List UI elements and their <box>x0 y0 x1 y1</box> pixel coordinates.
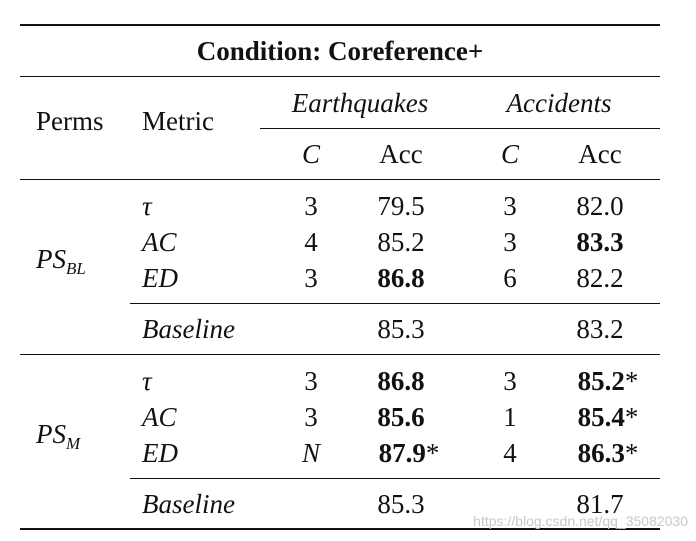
significance-marker: * <box>624 366 639 396</box>
c-cell: 3 <box>304 263 318 293</box>
perm-label-ps-bl <box>36 246 86 277</box>
metric-cell: AC <box>142 227 177 257</box>
header-bottom-rule <box>20 179 660 180</box>
perm-subscript: M <box>66 434 81 453</box>
acc-cell: 82.2 <box>576 263 624 293</box>
acc-cell: 85.2 <box>377 227 425 257</box>
baseline-label: Baseline <box>142 489 235 519</box>
group1-baseline-rule <box>130 303 660 304</box>
metric-cell: AC <box>142 402 177 432</box>
perm-main: PS <box>36 419 66 449</box>
significance-marker: * <box>624 402 639 432</box>
header-acc-earthquakes: Acc <box>379 139 423 169</box>
acc-cell-best: 87.9* <box>378 438 440 468</box>
baseline-label: Baseline <box>142 314 235 344</box>
significance-marker: * <box>624 438 639 468</box>
baseline-acc: 83.2 <box>576 314 624 344</box>
baseline-acc: 85.3 <box>377 489 425 519</box>
c-cell: N <box>301 438 321 468</box>
group2-baseline-rule <box>130 478 660 479</box>
perm-main: PS <box>36 244 66 274</box>
metric-cell: τ <box>142 191 152 221</box>
header-acc-accidents: Acc <box>578 139 622 169</box>
c-cell: 3 <box>503 227 517 257</box>
c-cell: 1 <box>503 402 517 432</box>
acc-cell: 82.0 <box>576 191 624 221</box>
watermark: https://blog.csdn.net/qq_35082030 <box>473 513 688 529</box>
c-cell: 3 <box>304 366 318 396</box>
baseline-acc: 81.7 <box>576 489 624 519</box>
c-cell: 6 <box>503 263 517 293</box>
acc-cell-best: 86.3* <box>577 438 639 468</box>
group-separator-rule <box>20 354 660 355</box>
c-cell: 3 <box>304 402 318 432</box>
significance-marker: * <box>425 438 440 468</box>
metric-cell: ED <box>142 438 178 468</box>
c-cell: 3 <box>503 191 517 221</box>
baseline-acc: 85.3 <box>377 314 425 344</box>
header-perms: Perms <box>36 106 104 136</box>
c-cell: 3 <box>503 366 517 396</box>
acc-cell-best: 85.4* <box>577 402 639 432</box>
metric-cell: τ <box>142 366 152 396</box>
c-cell: 4 <box>503 438 517 468</box>
header-c-accidents: C <box>500 139 520 169</box>
header-c-earthquakes: C <box>301 139 321 169</box>
top-rule <box>20 24 660 26</box>
acc-cell-best: 85.2* <box>577 366 639 396</box>
acc-cell-best: 85.6 <box>377 402 425 432</box>
perm-label-ps-m <box>36 421 80 452</box>
metric-cell: ED <box>142 263 178 293</box>
header-earthquakes: Earthquakes <box>291 88 429 118</box>
acc-cell-best: 83.3 <box>576 227 624 257</box>
c-cell: 3 <box>304 191 318 221</box>
acc-cell: 79.5 <box>377 191 425 221</box>
c-cell: 4 <box>304 227 318 257</box>
header-accidents: Accidents <box>506 88 612 118</box>
perm-subscript: BL <box>66 259 86 278</box>
title-rule <box>20 76 660 77</box>
table-title: Condition: Coreference+ <box>196 36 484 66</box>
group-header-rule <box>260 128 660 129</box>
header-metric: Metric <box>142 106 214 136</box>
acc-cell-best: 86.8 <box>377 263 425 293</box>
acc-cell-best: 86.8 <box>377 366 425 396</box>
